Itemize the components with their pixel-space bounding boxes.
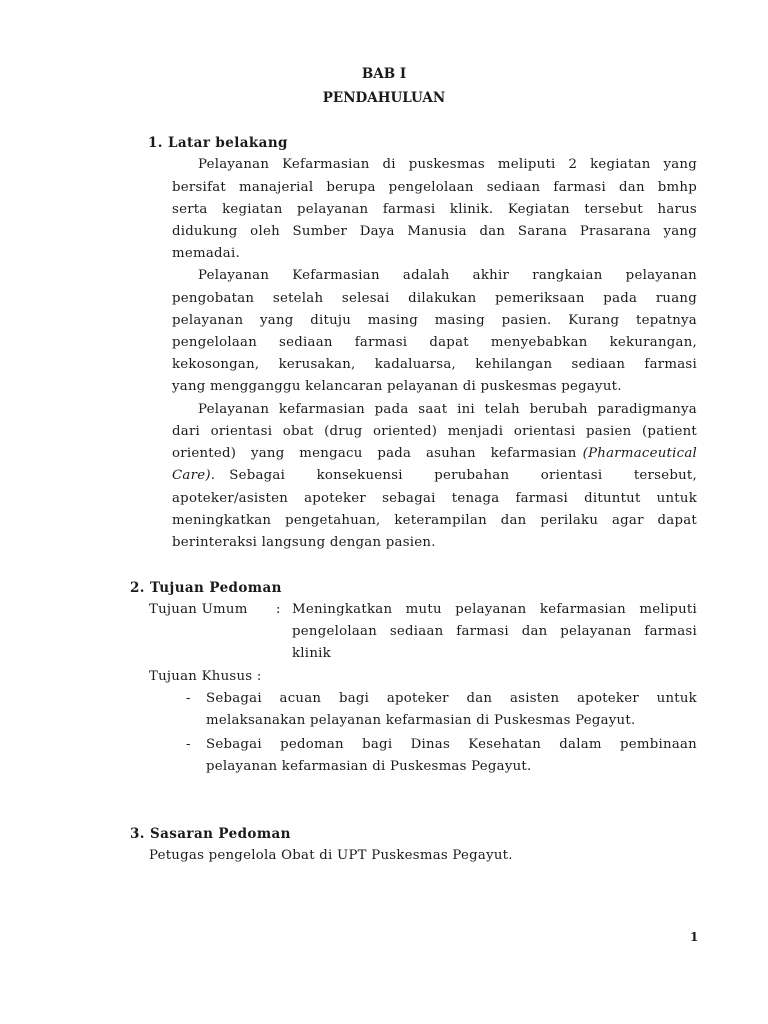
paragraph-line: Pelayanan Kefarmasian di puskesmas meliputi 2 kegiatan yang [198, 157, 697, 172]
paragraph-line-mixed [172, 468, 697, 483]
paragraph-line: pengobatan setelah selesai dilakukan pemeriksaan pada ruang [172, 291, 697, 306]
section-heading-sasaran-pedoman: 3. Sasaran Pedoman [130, 826, 291, 842]
bullet-dash: - [186, 737, 191, 752]
paragraph-line: meningkatkan pengetahuan, keterampilan dan perilaku agar dapat [172, 513, 697, 528]
paragraph-text: oriented) yang mengacu pada asuhan kefarmasian [172, 446, 577, 461]
tujuan-umum-text: klinik [292, 646, 331, 661]
bullet-text: Sebagai pedoman bagi Dinas Kesehatan dalam pembinaan [206, 737, 697, 752]
tujuan-umum-text: Meningkatkan mutu pelayanan kefarmasian meliputi [292, 602, 697, 617]
paragraph-line: Pelayanan kefarmasian pada saat ini telah berubah paradigmanya [198, 402, 697, 417]
bullet-text: Sebagai acuan bagi apoteker dan asisten apoteker untuk [206, 691, 697, 706]
paragraph-line: apoteker/asisten apoteker sebagai tenaga farmasi dituntut untuk [172, 491, 697, 506]
paragraph-line: bersifat manajerial berupa pengelolaan sediaan farmasi dan bmhp [172, 180, 697, 195]
paragraph-line: pengelolaan sediaan farmasi dapat menyebabkan kekurangan, [172, 335, 697, 350]
section-heading-latar-belakang: 1. Latar belakang [148, 135, 288, 151]
paragraph-line: didukung oleh Sumber Daya Manusia dan Sarana Prasarana yang [172, 224, 697, 239]
sasaran-text: Petugas pengelola Obat di UPT Puskesmas Pegayut. [149, 848, 513, 863]
paragraph-line: dari orientasi obat (drug oriented) menjadi orientasi pasien (patient [172, 424, 697, 439]
bullet-text: melaksanakan pelayanan kefarmasian di Puskesmas Pegayut. [206, 713, 636, 728]
paragraph-line: serta kegiatan pelayanan farmasi klinik. Kegiatan tersebut harus [172, 202, 697, 217]
bullet-text: pelayanan kefarmasian di Puskesmas Pegayut. [206, 759, 532, 774]
tujuan-khusus-label: Tujuan Khusus : [149, 669, 262, 684]
paragraph-line-mixed [172, 446, 697, 461]
paragraph-line: memadai. [172, 246, 240, 261]
paragraph-text: Sebagai konsekuensi perubahan orientasi tersebut, [229, 468, 697, 483]
paragraph-line: berinteraksi langsung dengan pasien. [172, 535, 436, 550]
paragraph-line: yang mengganggu kelancaran pelayanan di puskesmas pegayut. [172, 379, 622, 394]
paragraph-line: Pelayanan Kefarmasian adalah akhir rangkaian pelayanan [198, 268, 697, 283]
paragraph-line: kekosongan, kerusakan, kadaluarsa, kehilangan sediaan farmasi [172, 357, 697, 372]
paragraph-line: pelayanan yang dituju masing masing pasien. Kurang tepatnya [172, 313, 697, 328]
chapter-title: PENDAHULUAN [322, 90, 446, 106]
chapter-label: BAB I [361, 66, 407, 82]
tujuan-umum-text: pengelolaan sediaan farmasi dan pelayanan farmasi [292, 624, 697, 639]
page-number: 1 [690, 930, 699, 944]
paragraph-italic-term: (Pharmaceutical [582, 446, 697, 461]
tujuan-umum-label: Tujuan Umum [149, 602, 248, 617]
section-heading-tujuan-pedoman: 2. Tujuan Pedoman [130, 580, 282, 596]
bullet-dash: - [186, 691, 191, 706]
tujuan-umum-colon: : [276, 602, 281, 617]
paragraph-italic-term: Care). [172, 468, 216, 483]
